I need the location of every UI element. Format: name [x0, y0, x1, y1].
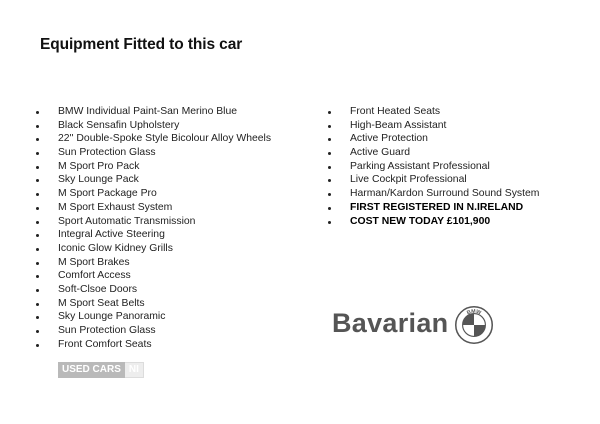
first-registered-note: FIRST REGISTERED IN N.IRELAND: [328, 201, 539, 215]
used-cars-badge: [58, 362, 144, 378]
list-item: Soft-Clsoe Doors: [36, 283, 271, 297]
page-title: Equipment Fitted to this car: [40, 36, 243, 53]
list-item: Sport Automatic Transmission: [36, 215, 271, 229]
region-label: NI: [125, 362, 144, 378]
list-item: Integral Active Steering: [36, 228, 271, 242]
list-item: Black Sensafin Upholstery: [36, 119, 271, 133]
list-item: Sun Protection Glass: [36, 324, 271, 338]
list-item: High-Beam Assistant: [328, 119, 539, 133]
equipment-list-right: [328, 105, 539, 228]
list-item: Active Guard: [328, 146, 539, 160]
list-item: Active Protection: [328, 132, 539, 146]
list-item: Comfort Access: [36, 269, 271, 283]
equipment-list-left: [36, 105, 271, 351]
list-item: Iconic Glow Kidney Grills: [36, 242, 271, 256]
used-cars-label: USED CARS: [58, 362, 125, 378]
list-item: BMW Individual Paint-San Merino Blue: [36, 105, 271, 119]
list-item: M Sport Exhaust System: [36, 201, 271, 215]
list-item: Sky Lounge Pack: [36, 173, 271, 187]
list-item: M Sport Pro Pack: [36, 160, 271, 174]
list-item: Sun Protection Glass: [36, 146, 271, 160]
list-item: Front Comfort Seats: [36, 338, 271, 352]
list-item: Live Cockpit Professional: [328, 173, 539, 187]
list-item: Parking Assistant Professional: [328, 160, 539, 174]
dealer-logo-text: Bavarian: [332, 308, 449, 338]
roundel-letters: BMW: [466, 308, 482, 317]
list-item: M Sport Seat Belts: [36, 297, 271, 311]
cost-new-note: COST NEW TODAY £101,900: [328, 215, 539, 229]
list-item: Sky Lounge Panoramic: [36, 310, 271, 324]
list-item: 22'' Double-Spoke Style Bicolour Alloy Wheels: [36, 132, 271, 146]
list-item: Harman/Kardon Surround Sound System: [328, 187, 539, 201]
list-item: M Sport Package Pro: [36, 187, 271, 201]
bmw-roundel-icon: [455, 306, 493, 344]
list-item: M Sport Brakes: [36, 256, 271, 270]
list-item: Front Heated Seats: [328, 105, 539, 119]
